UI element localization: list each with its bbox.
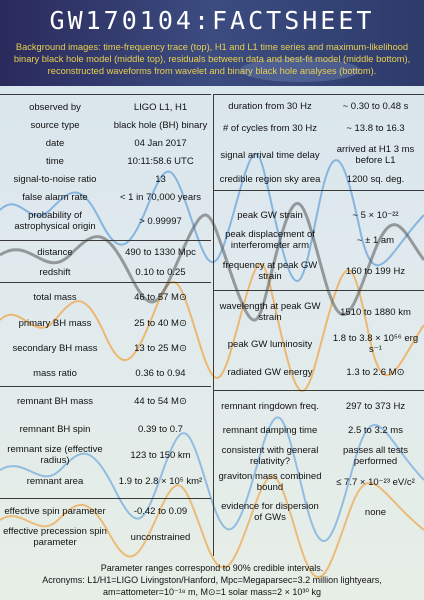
param-value: 10:11:58.6 UTC: [127, 155, 194, 167]
param-value: -0.42 to 0.09: [133, 505, 188, 517]
param-value: 1.8 to 3.8 × 10⁵⁶ erg s⁻¹: [332, 333, 419, 355]
param-row: [0, 134, 211, 152]
param-label: effective spin parameter: [4, 505, 106, 517]
section-divider: [0, 282, 211, 283]
param-row: [214, 360, 424, 384]
param-value: 13 to 25 M⊙: [134, 342, 187, 354]
table-top-border: [214, 94, 424, 95]
param-row: [0, 188, 211, 206]
param-label: remnant ringdown freq.: [221, 400, 319, 412]
param-label: remnant damping time: [222, 424, 318, 436]
param-row: [0, 242, 211, 262]
param-value: < 1 in 70,000 years: [119, 191, 202, 203]
param-row: [0, 262, 211, 282]
param-row: [0, 206, 211, 236]
param-row: [214, 330, 424, 358]
param-value: passes all tests performed: [343, 445, 408, 467]
param-row: [214, 256, 424, 286]
table-top-border: [0, 94, 211, 95]
param-row: [0, 360, 211, 386]
param-row: [214, 168, 424, 190]
param-label: signal-to-noise ratio: [13, 173, 97, 185]
param-label: remnant BH mass: [16, 395, 94, 407]
param-value: 0.39 to 0.7: [138, 423, 183, 435]
param-row: [0, 468, 211, 494]
page-subtitle: Background images: time-frequency trace (top), H1 and L1 time series and maximum-likelihood binary black hole model (middle top), residuals between data and best-fit model (middle bottom), reconstructed waveforms from wavelet and binary black hole analyses (bottom).: [13, 42, 411, 76]
param-label: false alarm rate: [22, 191, 88, 203]
param-label: primary BH mass: [18, 317, 92, 329]
param-label: secondary BH mass: [12, 342, 98, 354]
param-label: # of cycles from 30 Hz: [223, 122, 317, 134]
param-value: ≤ 7.7 × 10⁻²³ eV/c²: [336, 476, 415, 488]
param-row: [0, 152, 211, 170]
param-label: remnant area: [26, 475, 84, 487]
param-row: [214, 442, 424, 470]
param-row: [0, 116, 211, 134]
section-divider: [0, 386, 211, 387]
footer-note: Parameter ranges correspond to 90% credible intervals.: [100, 563, 324, 573]
param-row: [214, 418, 424, 442]
param-value: 1.3 to 2.6 M⊙: [346, 366, 405, 378]
page-title: GW170104:FACTSHEET: [49, 6, 375, 35]
param-value: 2.5 to 3.2 ms: [348, 424, 403, 436]
param-row: [0, 284, 211, 310]
param-label: total mass: [33, 291, 77, 303]
param-label: frequency at peak GW strain: [222, 260, 318, 282]
param-value: > 0.99997: [139, 215, 182, 227]
param-value: LIGO L1, H1: [133, 101, 188, 113]
param-value: 0.10 to 0.25: [135, 266, 186, 278]
param-label: mass ratio: [33, 367, 77, 379]
param-value: 123 to 150 km: [130, 449, 191, 461]
section-divider: [0, 240, 211, 241]
param-row: [0, 170, 211, 188]
param-label: peak GW strain: [237, 209, 303, 221]
param-label: probability of astrophysical origin: [14, 210, 96, 232]
param-label: credible region sky area: [219, 173, 321, 185]
section-divider: [214, 390, 424, 391]
footer-acronyms-1: Acronyms: L1/H1=LIGO Livingston/Hanford, Mpc=Megaparsec=3.2 million lightyears,: [42, 575, 382, 585]
param-label: effective precession spin parameter: [3, 526, 107, 548]
param-value: 1510 to 1880 km: [340, 306, 411, 318]
param-value: 0.36 to 0.94: [135, 367, 186, 379]
param-value: 490 to 1330 Mpc: [125, 246, 196, 258]
param-row: [214, 470, 424, 494]
footer-acronyms-2: am=attometer=10⁻¹⁸ m, M⊙=1 solar mass=2 × 10³⁰ kg: [102, 587, 322, 597]
param-row: [214, 496, 424, 528]
param-label: observed by: [29, 101, 81, 113]
param-label: wavelength at peak GW strain: [219, 301, 321, 323]
param-value: ~ ± 1 am: [356, 234, 395, 246]
param-row: [0, 442, 211, 468]
param-label: redshift: [39, 266, 71, 278]
param-row: [214, 116, 424, 140]
param-label: distance: [37, 246, 73, 258]
param-row: [214, 202, 424, 228]
right-parameter-table: [213, 94, 424, 556]
param-row: [214, 394, 424, 418]
param-label: time: [46, 155, 64, 167]
param-value: black hole (BH) binary: [113, 119, 208, 131]
param-row: [214, 296, 424, 328]
param-row: [214, 96, 424, 116]
param-row: [0, 336, 211, 360]
param-value: ~ 0.30 to 0.48 s: [342, 100, 409, 112]
param-value: 04 Jan 2017: [134, 137, 187, 149]
param-value: 297 to 373 Hz: [345, 400, 406, 412]
section-divider: [214, 190, 424, 191]
param-label: radiated GW energy: [227, 366, 313, 378]
param-label: signal arrival time delay: [220, 149, 320, 161]
param-value: 13: [155, 173, 166, 185]
param-row: [0, 388, 211, 414]
param-label: peak displacement of interferometer arm: [225, 229, 315, 251]
param-value: 25 to 40 M⊙: [134, 317, 187, 329]
section-divider: [0, 498, 211, 499]
param-value: arrived at H1 3 ms before L1: [336, 144, 415, 166]
param-row: [0, 416, 211, 442]
footer: [0, 562, 424, 598]
param-value: ~ 5 × 10⁻²²: [352, 209, 399, 221]
param-row: [214, 228, 424, 252]
param-value: 44 to 54 M⊙: [134, 395, 187, 407]
param-value: unconstrained: [130, 531, 191, 543]
param-label: peak GW luminosity: [227, 338, 313, 350]
param-value: 1.9 to 2.8 × 10⁵ km²: [118, 475, 203, 487]
param-value: ~ 13.8 to 16.3: [346, 122, 405, 134]
param-row: [0, 98, 211, 116]
param-value: none: [364, 506, 387, 518]
param-label: remnant BH spin: [19, 423, 91, 435]
param-label: remnant size (effective radius): [7, 444, 103, 466]
param-row: [0, 310, 211, 336]
section-divider: [214, 290, 424, 291]
param-label: source type: [30, 119, 80, 131]
param-row: [0, 522, 211, 552]
param-row: [0, 500, 211, 522]
param-label: date: [45, 137, 65, 149]
param-value: 1200 sq. deg.: [346, 173, 405, 185]
param-value: 160 to 199 Hz: [345, 265, 406, 277]
param-label: duration from 30 Hz: [228, 100, 312, 112]
param-row: [214, 142, 424, 168]
param-label: consistent with general relativity?: [221, 445, 319, 467]
param-label: graviton mass combined bound: [218, 471, 322, 493]
param-label: evidence for dispersion of GWs: [221, 501, 319, 523]
param-value: 46 to 57 M⊙: [134, 291, 187, 303]
